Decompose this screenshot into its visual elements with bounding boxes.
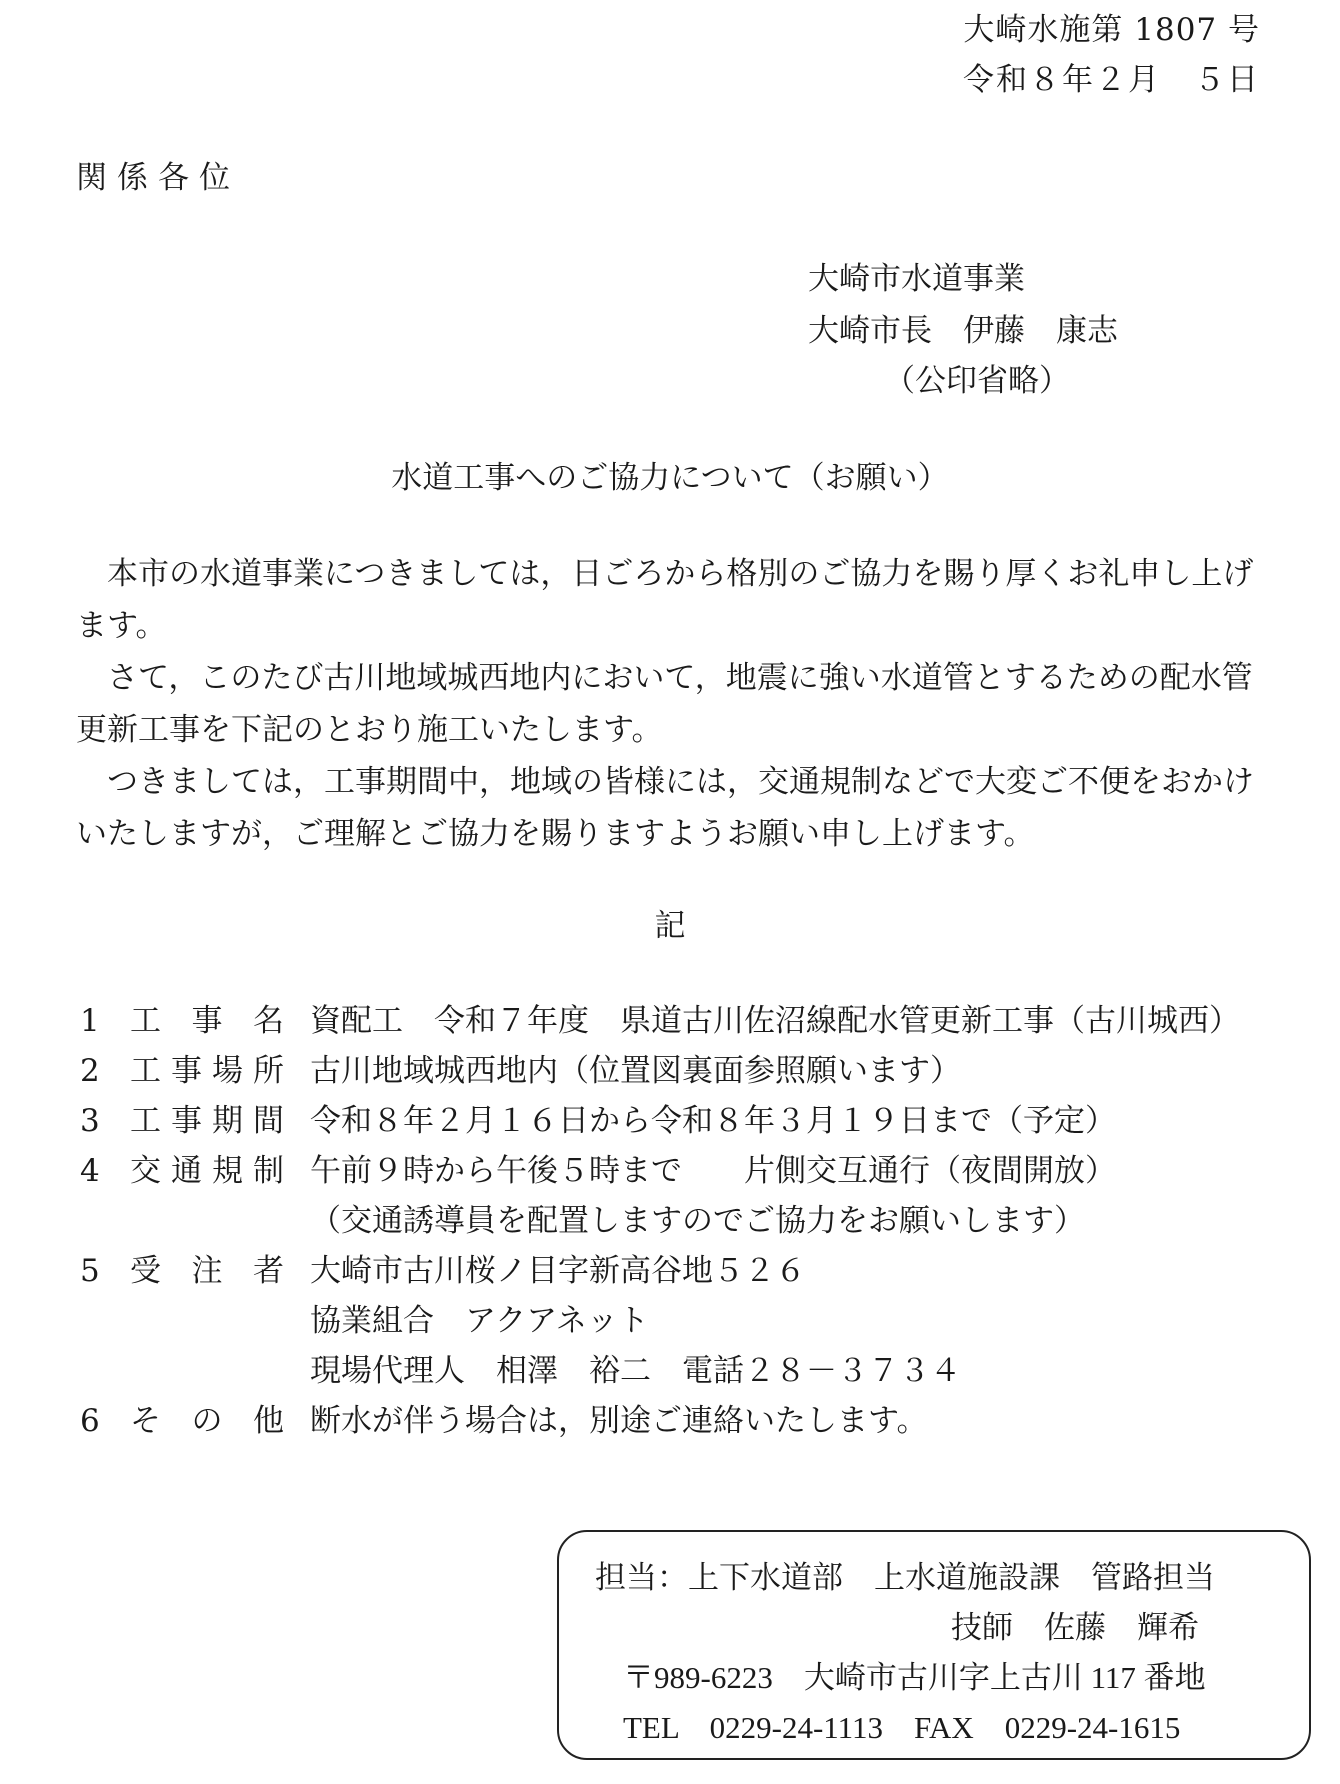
item-value: 資配工 令和７年度 県道古川佐沼線配水管更新工事（古川城西） (310, 1003, 1240, 1039)
contractor-company: 協業組合 アクアネット (310, 1303, 649, 1339)
item-number: 4 (80, 1153, 100, 1189)
detail-item-5-company (76, 1296, 1240, 1346)
contact-address: 〒989-6223 大崎市古川字上古川 117 番地 (623, 1660, 1206, 1695)
detail-item-5-agent (76, 1346, 1240, 1396)
detail-item-6 (76, 1396, 1240, 1446)
item-number: 1 (80, 1003, 100, 1039)
item-label: その他 (130, 1403, 284, 1439)
contractor-agent: 現場代理人 相澤 裕二 電話２８－３７３４ (310, 1353, 961, 1389)
item-value: 断水が伴う場合は，別途ご連絡いたします。 (310, 1403, 928, 1439)
body-paragraph-1: 本市の水道事業につきましては，日ごろから格別のご協力を賜り厚くお礼申し上げます。 (76, 556, 1254, 644)
body-paragraph-3: つきましては，工事期間中，地域の皆様には，交通規制などで大変ご不便をおかけいたしますが，ご理解とご協力を賜りますようお願い申し上げます。 (76, 764, 1254, 852)
contractor-address: 大崎市古川桜ノ目字新高谷地５２６ (310, 1253, 806, 1289)
item-label: 交通規制 (130, 1153, 284, 1189)
document-subject: 水道工事へのご協力について（お願い） (391, 460, 949, 496)
detail-item-2 (76, 1046, 1240, 1096)
item-label: 工事場所 (130, 1053, 284, 1089)
contact-person: 技師 佐藤 輝希 (951, 1610, 1199, 1646)
body-text (76, 548, 1260, 860)
detail-item-3 (76, 1096, 1240, 1146)
item-label: 工事名 (130, 1003, 284, 1039)
item-value: 古川地域城西地内（位置図裏面参照願います） (310, 1053, 961, 1089)
addressee: 関係各位 (76, 160, 240, 196)
body-paragraph-2: さて，このたび古川地域城西地内において，地震に強い水道管とするための配水管更新工事を下記のとおり施工いたします。 (76, 660, 1253, 748)
item-note: （交通誘導員を配置しますのでご協力をお願いします） (310, 1203, 1085, 1239)
seal-omitted-note: （公印省略） (884, 363, 1070, 399)
document-date: 令和８年２月 ５日 (963, 62, 1260, 98)
item-value: 令和８年２月１６日から令和８年３月１９日まで（予定） (310, 1103, 1116, 1139)
item-label: 工事期間 (130, 1103, 284, 1139)
contact-phone-fax: TEL 0229-24-1113 FAX 0229-24-1615 (623, 1710, 1181, 1745)
item-label: 受注者 (130, 1253, 284, 1289)
detail-item-4 (76, 1146, 1240, 1196)
detail-item-4-note (76, 1196, 1240, 1246)
item-number: 3 (80, 1103, 100, 1139)
sender-organization: 大崎市水道事業 (808, 261, 1025, 297)
item-number: 2 (80, 1053, 100, 1089)
detail-item-5 (76, 1246, 1240, 1296)
item-number: 5 (80, 1253, 100, 1289)
details-list (76, 996, 1240, 1446)
contact-department: 担当：上下水道部 上水道施設課 管路担当 (595, 1560, 1215, 1596)
item-number: 6 (80, 1403, 100, 1439)
ki-heading: 記 (654, 908, 686, 944)
sender-mayor: 大崎市長 伊藤 康志 (808, 313, 1118, 349)
document-number: 大崎水施第 1807 号 (963, 12, 1260, 48)
detail-item-1 (76, 996, 1240, 1046)
contact-box (557, 1530, 1311, 1760)
item-value: 午前９時から午後５時まで 片側交互通行（夜間開放） (310, 1153, 1116, 1189)
